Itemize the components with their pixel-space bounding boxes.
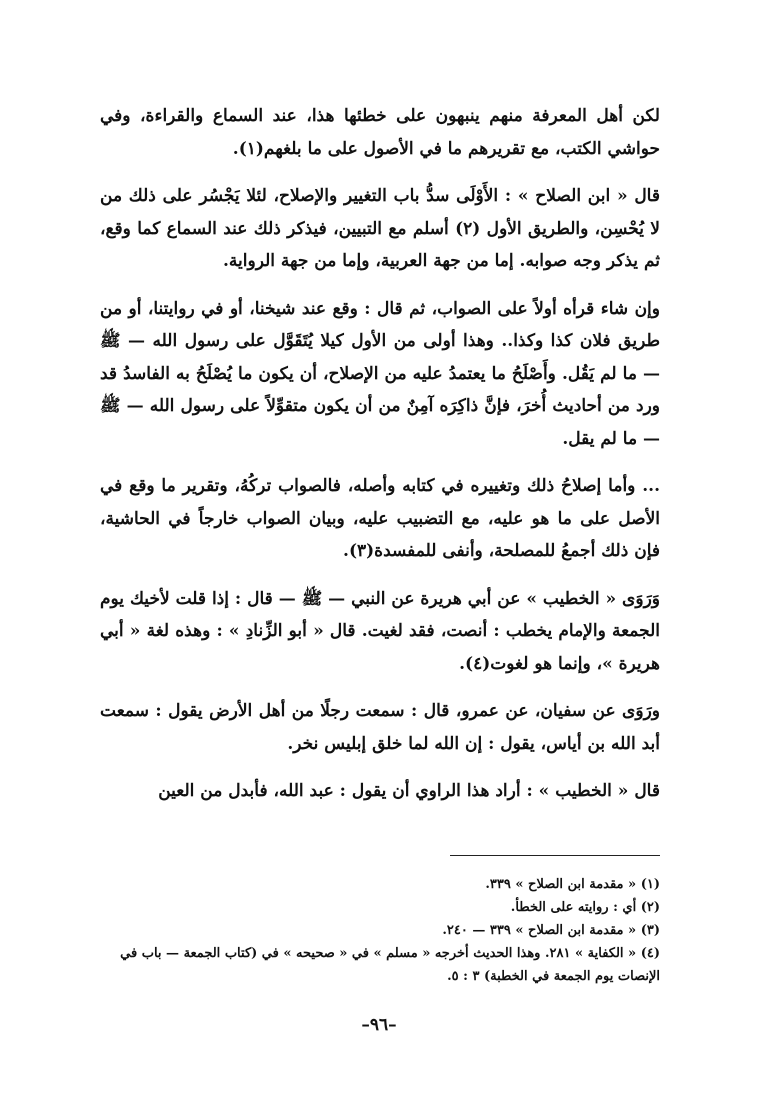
footnote-1: (١) « مقدمة ابن الصلاح » ٣٣٩. bbox=[485, 877, 660, 892]
footnote-divider bbox=[450, 855, 660, 856]
paragraph-3: وإن شاء قرأه أولاً على الصواب، ثم قال : وقع عند شيخنا، أو في روايتنا، أو من طريق فلان كذا وكذا.. وهذا أولى من الأول كيلا يُتَقَوَّل على رسول الله — ﷺ — ما لم يَقُل. وأَصْلَحُ ما يعتمدُ عليه من الإصلاح، أن يكون ما يُصْلَحُ به الفاسدُ قد ورد من أحاديث أُخرَ، فإنَّ ذاكِرَه آمِنٌ من أن يكون متقوِّلاً على رسول الله — ﷺ — ما لم يقل. bbox=[100, 298, 660, 449]
footnotes bbox=[100, 873, 660, 988]
paragraph-7: قال « الخطيب » : أراد هذا الراوي أن يقول : عبد الله، فأبدل من العين bbox=[158, 781, 660, 801]
footnote-2: (٢) أي : روايته على الخطأ. bbox=[510, 900, 660, 915]
main-text bbox=[100, 100, 660, 823]
footnote-4: (٤) « الكفاية » ٢٨١. وهذا الحديث أخرجه « مسلم » في « صحيحه » في (كتاب الجمعة — باب في الإنصات يوم الجمعة في الخطبة) ٣ : ٥. bbox=[120, 946, 660, 984]
page-number: –٩٦– bbox=[361, 1015, 397, 1035]
paragraph-6: ورَوَى عن سفيان، عن عمرو، قال : سمعت رجلًا من أهل الأرض يقول : سمعت أبد الله بن أياس، يقول : إن الله لما خلق إبليس نخر. bbox=[100, 701, 660, 754]
footnote-3: (٣) « مقدمة ابن الصلاح » ٣٣٩ — ٢٤٠. bbox=[442, 923, 660, 938]
paragraph-5: وَرَوَى « الخطيب » عن أبي هريرة عن النبي — ﷺ — قال : إذا قلت لأخيك يوم الجمعة والإمام يخطب : أنصت، فقد لغيت. قال « أبو الزِّنادِ » : وهذه لغة « أبي هريرة »، وإنما هو لغوت(٤). bbox=[100, 588, 660, 674]
paragraph-4: ... وأما إصلاحُ ذلك وتغييره في كتابه وأصله، فالصواب تركُهُ، وتقرير ما وقع في الأصل على ما هو عليه، مع التضبيب عليه، وبيان الصواب خارجاً في الحاشية، فإن ذلك أجمعُ للمصلحة، وأنفى للمفسدة(٣). bbox=[100, 476, 660, 561]
paragraph-2: قال « ابن الصلاح » : الأَوْلَى سدُّ باب التغيير والإصلاح، لئلا يَجْسُر على ذلك من لا يُحْسِن، والطريق الأول (٢) أسلم مع التبيين، فيذكر ذلك عند السماع كما وقع، ثم يذكر وجه صوابه. إما من جهة العربية، وإما من جهة الرواية. bbox=[100, 186, 661, 271]
paragraph-1: لكن أهل المعرفة منهم ينبهون على خطئها هذا، عند السماع والقراءة، وفي حواشي الكتب، مع تقريرهم ما في الأصول على ما بلغهم(١). bbox=[100, 106, 660, 159]
